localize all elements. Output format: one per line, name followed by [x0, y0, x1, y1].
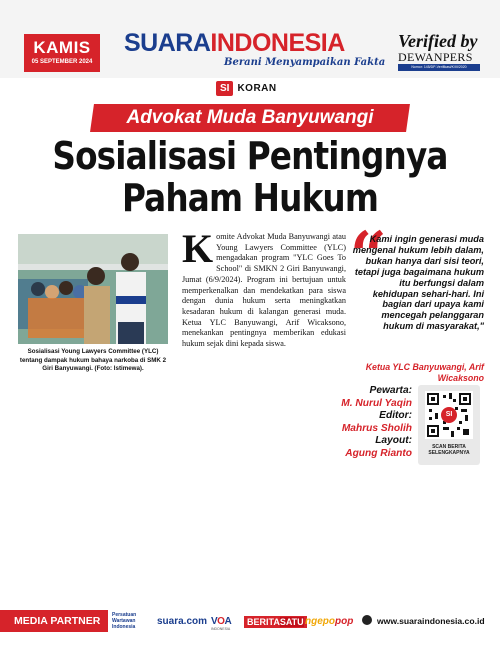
section-name: KORAN — [237, 83, 277, 94]
date-full: 05 SEPTEMBER 2024 — [31, 59, 93, 65]
pull-quote: Kami ingin generasi muda mengenal hukum lebih dalam, bukan hanya dari sisi teori, tetapi juga bagaimana hukum itu berfungsi dalam kehidupan sehari-hari. Ini bagian dari upaya kami mencegah pelanggaran hukum di masyarakat," — [352, 234, 484, 332]
writer-name: M. Nurul Yaqin — [341, 398, 412, 409]
photo-caption: Sosialisasi Young Lawyers Committee (YLC) tentang dampak hukum bahaya narkoba di SMK 2 Giri Banyuwangi. (Foto: Istimewa). — [19, 348, 167, 373]
partner-pwi[interactable]: Persatuan Wartawan Indonesia — [112, 612, 137, 630]
date-badge — [24, 34, 100, 72]
layout-name: Agung Rianto — [345, 448, 412, 459]
website-link[interactable]: www.suaraindonesia.co.id — [377, 616, 485, 626]
partner-suara[interactable]: suara.com — [157, 616, 208, 627]
headline-line-2: Paham Hukum — [121, 176, 379, 220]
partner-beritasatu[interactable] — [244, 616, 307, 628]
article-body — [182, 226, 346, 350]
dewan-pers-label: DEWANPERS — [398, 50, 473, 64]
date-day: KAMIS — [33, 38, 91, 57]
ngepop-part-2: pop — [335, 616, 354, 627]
voa-a: A — [224, 616, 232, 627]
voa-v: V — [211, 616, 218, 627]
social-icon[interactable] — [362, 615, 372, 625]
dewan-pers-number: Nomor: 145/DP-Verifikasi/K/III/2020 — [398, 64, 480, 71]
article-photo[interactable] — [18, 234, 168, 344]
article-text: omite Advokat Muda Banyuwangi atau Young Lawyers Committee (YLC) mengadakan program "YLC Goes To School" di SMKN 2 Giri Banyuwangi, Jumat (6/9/2024). Program ini bertujuan untuk memperkenalkan dan mendekatkan para siswa dengan dunia hukum serta meningkatkan kesadaran hukum di kalangan generasi muda. Ketua YLC Banyuwangi, Arif Wicaksono, menekankan pentingnya memberikan edukasi hukum sejak dini kepada siswa. — [182, 232, 346, 349]
si-logo: SI — [216, 81, 233, 96]
verified-label: Verified by — [398, 31, 478, 51]
drop-cap: K — [182, 226, 214, 271]
kicker-text: Advokat Muda Banyuwangi — [126, 107, 374, 128]
media-partner-label: MEDIA PARTNER — [0, 610, 108, 632]
editor-name: Mahrus Sholih — [341, 423, 412, 434]
writer-label: Pewarta: — [369, 385, 412, 396]
editor-label: Editor: — [379, 410, 412, 421]
qr-caption: SCAN BERITA SELENGKAPNYA — [428, 444, 470, 456]
social-icons — [362, 615, 372, 625]
brand-part-1: SUARA — [124, 29, 211, 57]
quote-author: Ketua YLC Banyuwangi, Arif Wicaksono — [365, 362, 484, 383]
credits — [300, 385, 412, 460]
voa-sub: INDONESIA — [211, 627, 231, 631]
ngepop-part-1: ngepo — [305, 616, 335, 627]
layout-label: Layout: — [375, 435, 412, 446]
section-tag — [216, 80, 277, 97]
partner-ngepop[interactable] — [305, 616, 353, 628]
headline-line-1: Sosialisasi Pentingnya — [52, 134, 448, 178]
qr-logo: SI — [445, 411, 453, 418]
article-photo-image — [18, 234, 168, 344]
voa-o: O — [217, 616, 225, 627]
qr-code-icon[interactable] — [425, 391, 473, 439]
brand-logo[interactable] — [124, 30, 345, 56]
quote-mark-icon: “ — [350, 218, 387, 293]
brand-tagline: Berani Menyampaikan Fakta — [224, 57, 386, 68]
brand-part-2: INDONESIA — [210, 29, 345, 57]
beritasatu-part-1: BERITA — [247, 617, 280, 627]
beritasatu-part-2: SATU — [279, 617, 304, 627]
